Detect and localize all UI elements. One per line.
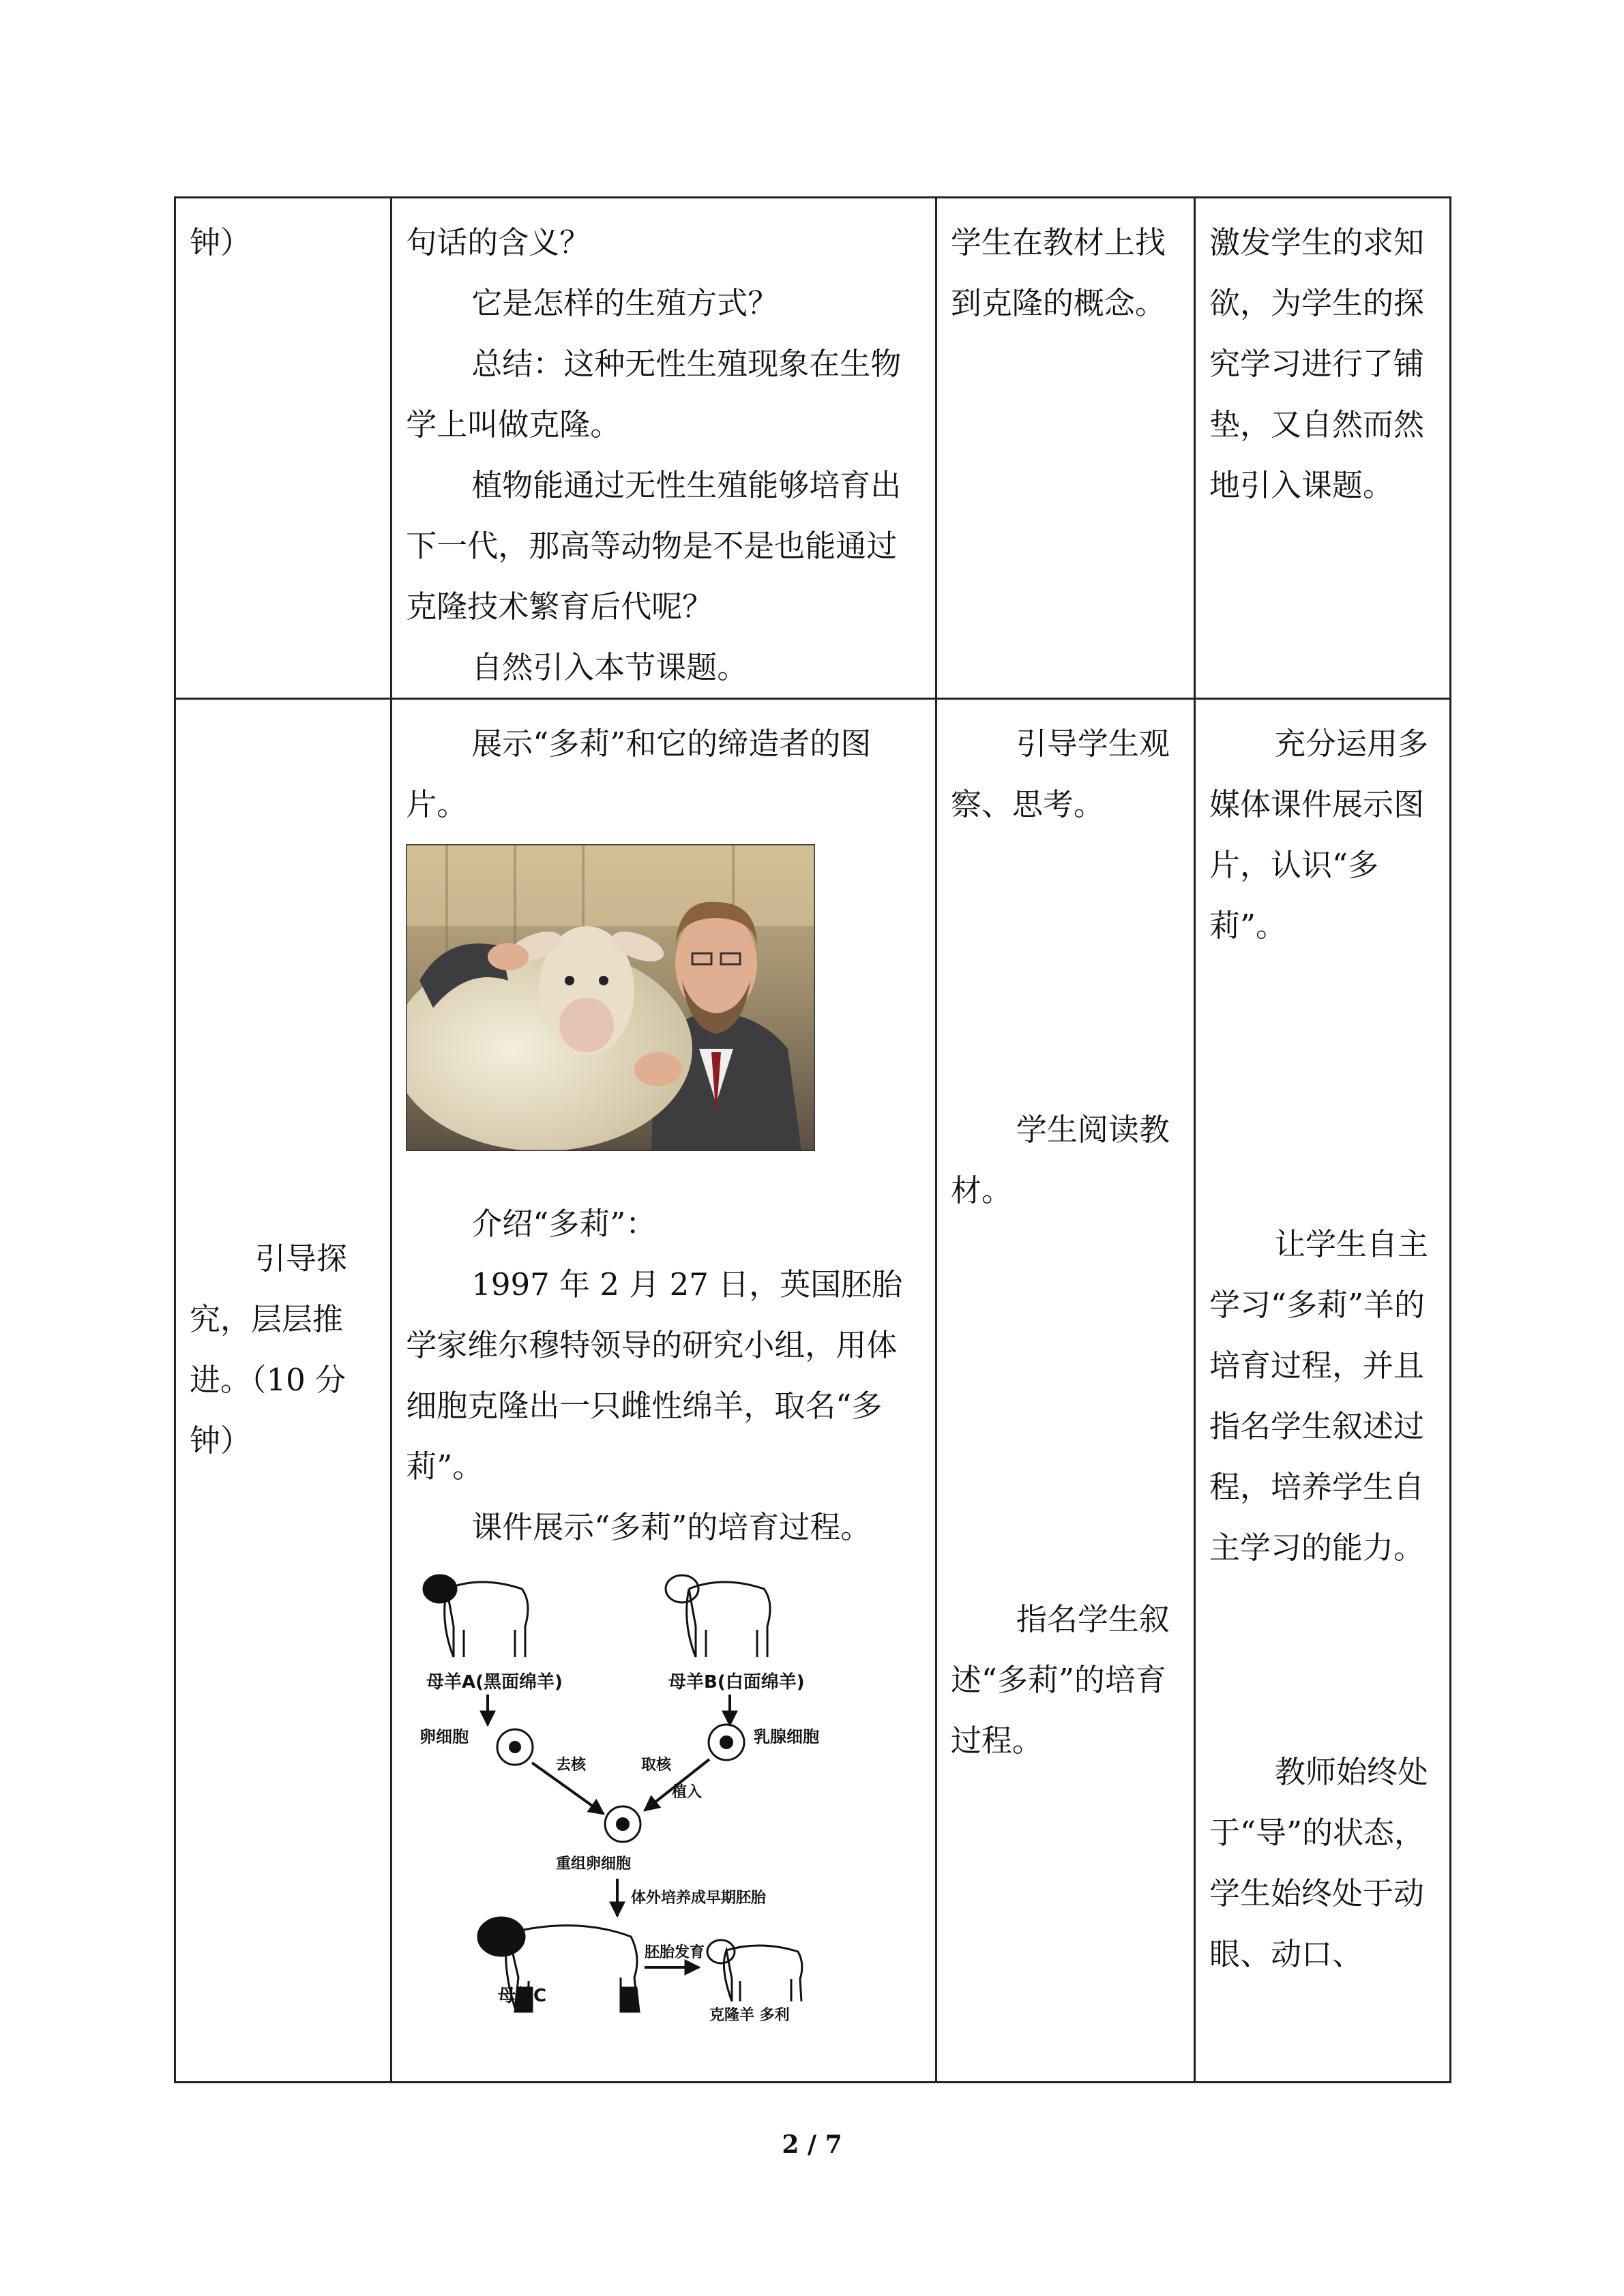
student-activity-cell (936, 198, 1194, 699)
paragraph: 植物能通过无性生殖能够培育出下一代，那高等动物是不是也能通过克隆技术繁育后代呢？ (406, 467, 902, 625)
diagram-label: 胚胎发育 (645, 1944, 705, 1961)
paragraph: 充分运用多媒体课件展示图片，认识“多莉”。 (1209, 726, 1428, 944)
paragraph: 学生在教材上找到克隆的概念。 (950, 224, 1166, 321)
dolly-photo (406, 844, 815, 1151)
paragraph: 展示“多莉”和它的缔造者的图片。 (406, 726, 872, 822)
paragraph: 总结：这种无性生殖现象在生物学上叫做克隆。 (406, 346, 902, 443)
teacher-activity-cell (392, 198, 936, 699)
diagram-label: 克隆羊 多利 (709, 2007, 790, 2024)
diagram-label: 体外培养成早期胚胎 (631, 1890, 767, 1907)
paragraph: 自然引入本节课题。 (471, 649, 748, 685)
page-number: 2 / 7 (782, 2130, 842, 2159)
paragraph: 引导学生观察、思考。 (950, 726, 1170, 822)
design-intent-cell (1194, 699, 1450, 2083)
paragraph: 介绍“多莉”： (471, 1206, 657, 1242)
sheep-b-icon (666, 1575, 770, 1657)
diagram-label: 重组卵细胞 (556, 1855, 632, 1873)
student-activity-cell (936, 699, 1194, 2083)
clone-sheep-icon (707, 1940, 802, 2001)
teacher-activity-cell (392, 699, 936, 2083)
diagram-label: 去核 (556, 1757, 587, 1774)
diagram-label: 卵细胞 (419, 1727, 469, 1746)
stage-cell (175, 198, 392, 699)
lesson-plan-table (174, 196, 1451, 2083)
diagram-label: 植入 (672, 1784, 703, 1801)
paragraph: 激发学生的求知欲，为学生的探究学习进行了铺垫，又自然而然地引入课题。 (1209, 224, 1424, 503)
sheep-a-icon (424, 1575, 528, 1657)
stage-text: 引导探究，层层推进。（10 分钟） (190, 1240, 348, 1459)
diagram-label: 母羊C (498, 1986, 547, 2006)
paragraph: 指名学生叙述“多莉”的培育过程。 (950, 1601, 1170, 1759)
diagram-label: 乳腺细胞 (754, 1727, 820, 1746)
design-intent-cell (1194, 198, 1450, 699)
cloning-process-diagram (406, 1562, 829, 2025)
paragraph: 1997 年 2 月 27 日，英国胚胎学家维尔穆特领导的研究小组，用体细胞克隆出一只雌性绵羊，取名“多莉”。 (406, 1266, 903, 1485)
paragraph: 教师始终处于“导”的状态，学生始终处于动眼、动口、 (1209, 1754, 1428, 1972)
table-row (175, 699, 1451, 2083)
stage-text: 钟） (190, 224, 252, 260)
diagram-label: 母羊A(黑面绵羊) (426, 1672, 563, 1693)
paragraph: 它是怎样的生殖方式？ (471, 285, 779, 321)
stage-cell (175, 699, 392, 2083)
table-row (175, 198, 1451, 699)
paragraph: 学生阅读教材。 (950, 1112, 1170, 1208)
diagram-label: 母羊B(白面绵羊) (668, 1672, 805, 1693)
paragraph: 课件展示“多莉”的培育过程。 (471, 1509, 872, 1545)
diagram-label: 取核 (641, 1757, 672, 1774)
paragraph: 句话的含义？ (406, 224, 591, 260)
paragraph: 让学生自主学习“多莉”羊的培育过程，并且指名学生叙述过程，培养学生自主学习的能力。 (1209, 1226, 1428, 1566)
